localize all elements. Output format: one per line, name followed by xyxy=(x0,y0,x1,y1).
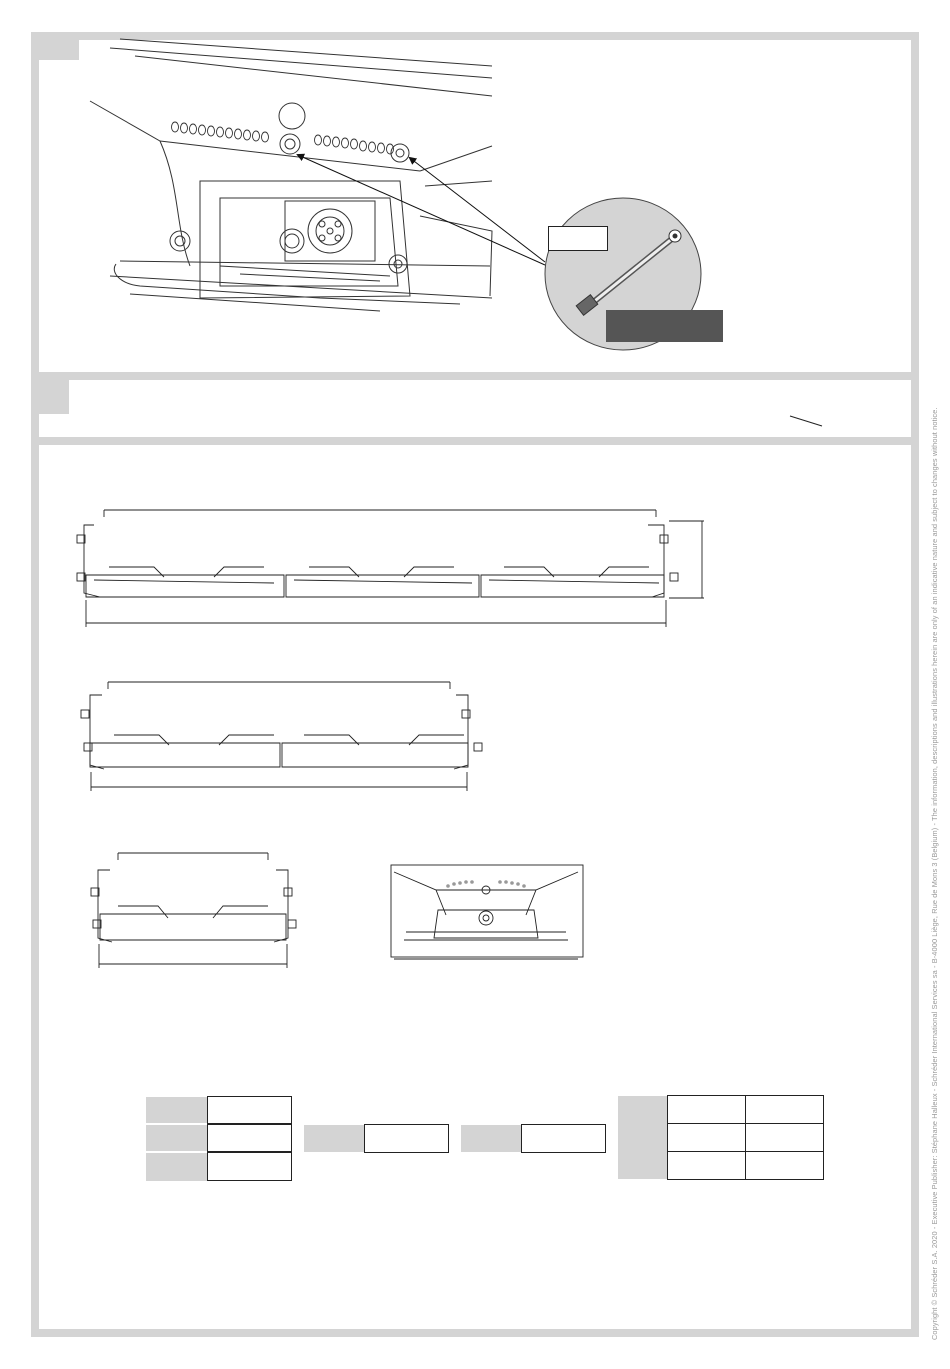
triple-module-drawing xyxy=(74,505,710,635)
spec-table-d-cell-3-1 xyxy=(667,1151,746,1180)
instruction-band-panel xyxy=(31,372,919,445)
spec-table-a-value-2 xyxy=(207,1124,292,1152)
spec-table-d-cell-1-1 xyxy=(667,1095,746,1124)
spec-table-a-value-3 xyxy=(207,1152,292,1181)
spec-table-a-label-3 xyxy=(146,1153,207,1181)
spec-table-d-cell-3-2 xyxy=(745,1151,824,1180)
spec-table-a-label-2 xyxy=(146,1125,207,1151)
end-view-drawing xyxy=(386,860,586,964)
torque-value-label-box xyxy=(606,310,723,342)
callout-arrows xyxy=(0,0,950,400)
slash-mark xyxy=(788,414,824,428)
double-module-drawing xyxy=(74,677,484,797)
spec-table-d-cell-1-2 xyxy=(745,1095,824,1124)
spec-table-a-label-1 xyxy=(146,1097,207,1123)
copyright-notice: Copyright © Schréder S.A. 2020 - Executive Publisher: Stéphane Halleux - Schréder International Services sa - B-4000 Liège, Rue de Mons 3 (Belgium) - The information, descriptions and illustrations herein are only of an indicative nature and subject to changes without notice. xyxy=(930,407,939,1340)
spec-table-c-value xyxy=(521,1124,606,1153)
wrench-size-label-box xyxy=(548,226,608,251)
spec-table-b-label xyxy=(304,1125,364,1152)
single-module-drawing xyxy=(88,848,298,970)
spec-table-d-label xyxy=(618,1096,667,1179)
spec-table-c-label xyxy=(461,1125,521,1152)
spec-table-a-value-1 xyxy=(207,1096,292,1124)
spec-table-d-cell-2-1 xyxy=(667,1123,746,1152)
step-number-tab-2 xyxy=(39,380,69,414)
spec-table-b-value xyxy=(364,1124,449,1153)
spec-table-d-cell-2-2 xyxy=(745,1123,824,1152)
